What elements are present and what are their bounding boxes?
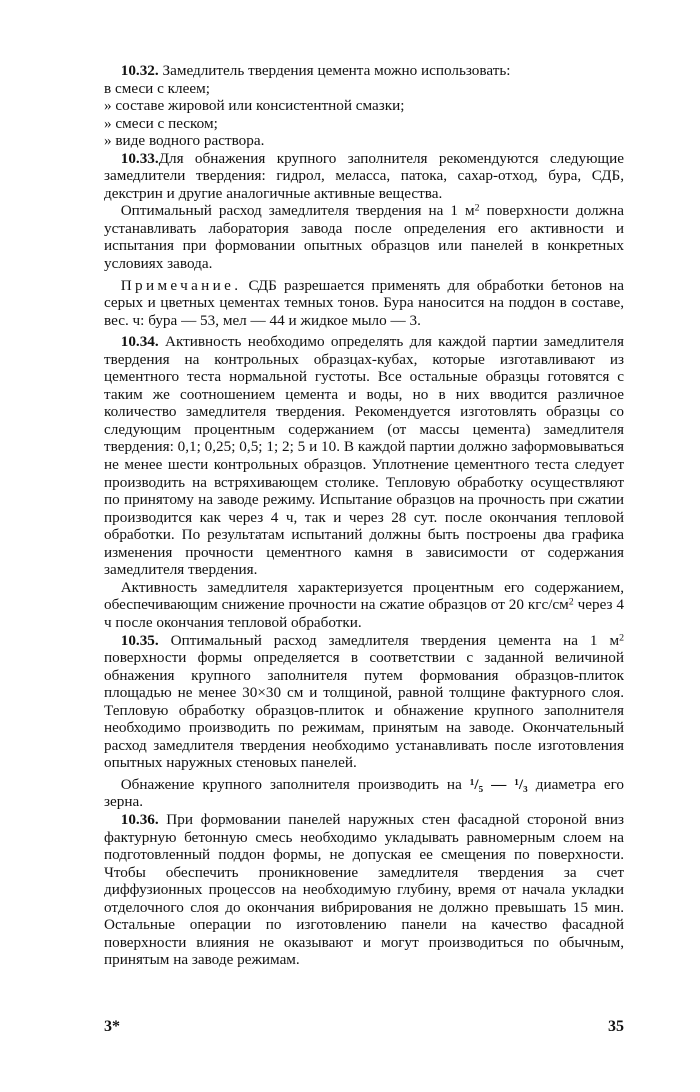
paragraph-optimal-consumption	[104, 202, 624, 272]
superscript: 2	[568, 596, 574, 608]
paragraph-10-36	[104, 811, 624, 969]
paragraph-text: Замедлитель твердения цемента можно использовать:	[162, 62, 511, 79]
paragraph-text: поверхности формы определяется в соответствии с заданной величиной обнажения крупного заполнителя путем формования образцов-плиток площадью не менее 30×30 см и толщиной, равной толщине фактурного слоя. Тепловую обработку образцов-плиток и обнажение крупного заполнителя необходимо производить по режимам, принятым на заводе. Окончательный расход замедлителя твердения необходимо устанавливать после изготовления опытных наружных стеновых панелей.	[104, 649, 624, 772]
signature-mark: 3*	[104, 1018, 120, 1035]
paragraph-exposure	[104, 776, 624, 811]
paragraph-text: Оптимальный расход замедлителя твердения на 1 м	[120, 202, 475, 220]
list-item: » составе жировой или консистентной смазки;	[104, 97, 405, 115]
list-item: » смеси с песком;	[104, 114, 218, 132]
superscript: 2	[619, 632, 624, 644]
paragraph-text: Для обнажения крупного заполнителя рекомендуются следующие замедлители твердения: гидрол, меласса, патока, сахар-отход, бура, СДБ, декстрин и другие аналогичные активные вещества.	[104, 149, 624, 202]
paragraph-text: Обнажение крупного заполнителя производить на	[120, 775, 470, 793]
fraction: ¹/₅ — ¹/₃	[469, 775, 528, 793]
paragraph-10-32	[104, 62, 624, 80]
paragraph-10-33	[104, 150, 624, 203]
paragraph-text: Активность замедлителя характеризуется процентным его содержанием, обеспечивающим снижение прочности на сжатие образцов от 20 кгс/см	[104, 578, 624, 614]
note-paragraph	[104, 277, 624, 330]
note-text: СДБ разрешается применять для обработки бетонов на серых и цветных цементах темных тонов. Бура наносится на поддон в составе, вес. ч: бура — 53, мел — 44 и жидкое мыло — 3.	[104, 276, 624, 329]
section-number: 10.35.	[120, 631, 159, 649]
list-item: » виде водного раствора.	[104, 132, 265, 150]
paragraph-activity	[104, 579, 624, 632]
superscript: 2	[474, 202, 480, 214]
page-footer	[104, 1018, 624, 1040]
section-number: 10.36.	[120, 810, 159, 828]
paragraph-text: через 4 ч после окончания тепловой обработки.	[104, 596, 624, 631]
list-item: в смеси с клеем;	[104, 79, 210, 97]
body-text	[104, 62, 624, 969]
section-number: 10.32.	[120, 62, 159, 79]
note-label: Примечание.	[120, 276, 242, 294]
paragraph-text: При формовании панелей наружных стен фасадной стороной вниз фактурную бетонную смесь необходимо укладывать равномерным слоем на подготовленный поддон формы, не допуская ее смещения по поверхности. Чтобы обеспечить проникновение замедлителя твердения за счет диффузионных процессов на необходимую глубину, время от начала укладки отделочного слоя до окончания вибрирования не должно превышать 15 мин. Остальные операции по изготовлению панели на качество фасадной поверхности влияния не оказывают и могут производиться по обычным, принятым на заводе режимам.	[104, 810, 624, 969]
paragraph-text: поверхности должна устанавливать лаборатория завода после определения его активности и испытания при формовании опытных образцов или панелей в конкретных условиях завода.	[104, 202, 624, 273]
paragraph-text: диаметра его зерна.	[104, 775, 625, 811]
section-number: 10.33.	[120, 149, 159, 167]
paragraph-text: Оптимальный расход замедлителя твердения цемента на 1 м	[158, 631, 620, 649]
section-number: 10.34.	[120, 333, 159, 351]
paragraph-text: Активность необходимо определять для каждой партии замедлителя твердения на контрольных образцах-кубах, которые изготавливают из цементного теста нормальной густоты. Все остальные образцы готовятся с таким же соотношением цемента и воды, но в них вводится различное количество замедлителя твердения. Рекомендуется изготовлять образцы со следующим процентным содержанием (от массы цемента) замедлителя твердения: 0,1; 0,25; 0,5; 1; 2; 5 и 10. В каждой партии должно заформовываться не менее шести контрольных образцов. Уплотнение цементного теста следует производить на встряхивающем столике. Тепловую обработку осуществляют по принятому на заводе режиму. Испытание образцов на прочность при сжатии производится как через 4 ч, так и через 28 сут. после окончания тепловой обработки. По результатам испытаний должны быть построены два графика изменения прочности цементного камня в зависимости от содержания замедлителя твердения.	[104, 333, 624, 579]
page-number: 35	[608, 1018, 624, 1035]
paragraph-10-34	[104, 333, 624, 579]
paragraph-10-35	[104, 632, 624, 772]
